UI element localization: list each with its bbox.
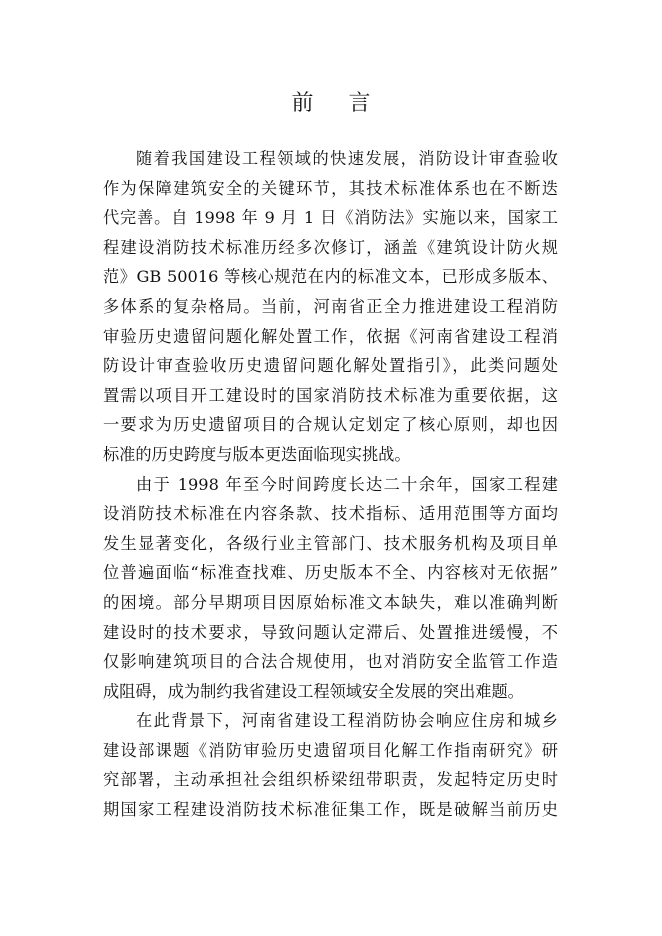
- text-line: 程建设消防技术标准历经多次修订，涵盖《建筑设计防火规: [103, 237, 558, 257]
- text-line: 的困境。部分早期项目因原始标准文本缺失，难以准确判断: [103, 592, 558, 612]
- text-line: 仅影响建筑项目的合法合规使用，也对消防安全监管工作造: [103, 652, 558, 672]
- text-line: 在此背景下，河南省建设工程消防协会响应住房和城乡: [136, 711, 558, 731]
- text-line: 作为保障建筑安全的关键环节，其技术标准体系也在不断迭: [103, 178, 558, 198]
- text-line: 多体系的复杂格局。当前，河南省正全力推进建设工程消防: [103, 296, 558, 316]
- text-line: 置需以项目开工建设时的国家消防技术标准为重要依据，这: [103, 385, 558, 405]
- text-line: 成阻碍，成为制约我省建设工程领域安全发展的突出难题。: [103, 681, 524, 701]
- text-line: 究部署，主动承担社会组织桥梁纽带职责，发起特定历史时: [103, 770, 558, 790]
- text-line: 位普遍面临“标准查找难、历史版本不全、内容核对无依据”: [103, 563, 558, 583]
- text-line: 发生显著变化，各级行业主管部门、技术服务机构及项目单: [103, 533, 558, 553]
- text-line: 代完善。自 1998 年 9 月 1 日《消防法》实施以来，国家工: [103, 208, 558, 228]
- text-line: 由于 1998 年至今时间跨度长达二十余年，国家工程建: [136, 474, 558, 494]
- text-line: 标准的历史跨度与版本更迭面临现实挑战。: [103, 444, 411, 464]
- text-line: 防设计审查验收历史遗留问题化解处置指引》，此类问题处: [103, 356, 558, 376]
- text-line: 随着我国建设工程领域的快速发展，消防设计审查验收: [136, 149, 558, 168]
- text-line: 建设时的技术要求，导致问题认定滞后、处置推进缓慢，不: [103, 622, 558, 642]
- text-line: 审验历史遗留问题化解处置工作，依据《河南省建设工程消: [103, 326, 558, 346]
- text-line: 范》GB 50016 等核心规范在内的标准文本，已形成多版本、: [103, 267, 558, 287]
- preface-body: [103, 144, 558, 825]
- text-line: 期国家工程建设消防技术标准征集工作，既是破解当前历史: [103, 800, 558, 820]
- text-line: 设消防技术标准在内容条款、技术指标、适用范围等方面均: [103, 504, 558, 524]
- text-line: 建设部课题《消防审验历史遗留项目化解工作指南研究》研: [103, 740, 558, 760]
- text-line: 一要求为历史遗留项目的合规认定划定了核心原则，却也因: [103, 415, 558, 435]
- page-title: 前 言: [291, 91, 385, 116]
